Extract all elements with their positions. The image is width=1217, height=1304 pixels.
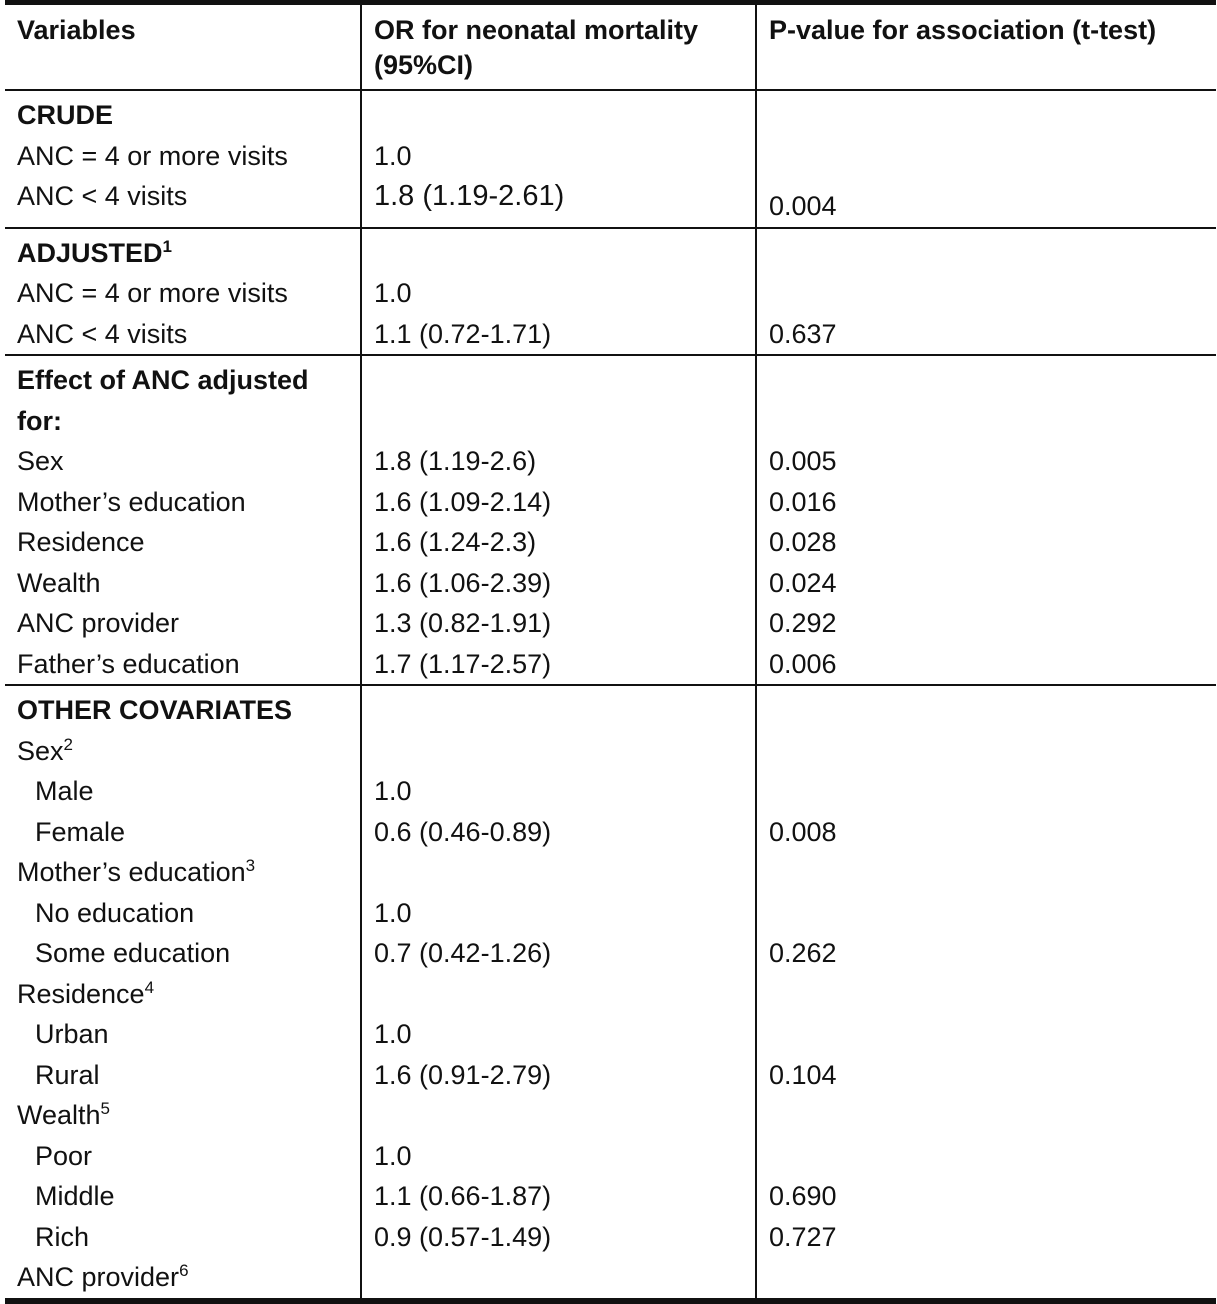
row-or: 0.6 (0.46-0.89) [361, 812, 756, 853]
footnote-marker: 6 [179, 1261, 189, 1280]
table-row [5, 1055, 1216, 1096]
section-other-covariates [5, 685, 1216, 1301]
row-or: 1.0 [361, 273, 756, 314]
row-or: 1.0 [361, 1014, 756, 1055]
table-row [5, 273, 1216, 314]
table-row [5, 1136, 1216, 1177]
table-row [5, 176, 1216, 228]
table-row [5, 603, 1216, 644]
row-or: 0.9 (0.57-1.49) [361, 1217, 756, 1258]
section-title-effect: Effect of ANC adjusted [17, 365, 309, 395]
row-label: Wealth [17, 567, 101, 598]
table-row [5, 314, 1216, 356]
table-row [5, 1014, 1216, 1055]
table-row [5, 482, 1216, 523]
row-label: Residence [17, 527, 145, 557]
row-p: 0.005 [769, 446, 837, 476]
row-label: ANC = 4 or more visits [17, 278, 288, 308]
table-row [5, 933, 1216, 974]
group-label-residence: Residence$^4$ [17, 977, 155, 1009]
row-label: Rich [35, 1221, 90, 1252]
row-or: 1.1 (0.72-1.71) [361, 314, 756, 356]
row-p [756, 771, 1216, 812]
row-label: Female [35, 816, 126, 847]
row-p: 0.024 [769, 567, 837, 598]
footnote-marker: 2 [63, 734, 73, 754]
row-label: Poor [35, 1140, 93, 1171]
table-row [5, 812, 1216, 853]
row-label: Some education [35, 938, 231, 968]
table-row [5, 893, 1216, 934]
table-row [5, 771, 1216, 812]
footnote-marker: 5 [100, 1099, 111, 1118]
table-row [5, 441, 1216, 482]
header-or [361, 3, 756, 91]
row-p: 0.637 [769, 318, 837, 349]
row-label: Male [35, 776, 94, 806]
row-or: 1.0 [361, 771, 756, 812]
group-label-sex: Sex$^2$ [17, 734, 73, 766]
row-or: 1.6 (1.06-2.39) [361, 563, 756, 604]
table-row [5, 522, 1216, 563]
row-p: 0.292 [769, 608, 837, 638]
table-row [5, 644, 1216, 686]
row-p [756, 1136, 1216, 1177]
row-or: 1.8 (1.19-2.6) [361, 441, 756, 482]
row-p: 0.104 [769, 1059, 837, 1090]
table-header [5, 3, 1216, 91]
row-or: 1.6 (1.09-2.14) [361, 482, 756, 523]
row-p: 0.016 [769, 486, 837, 517]
table-row [5, 563, 1216, 604]
row-or: 0.7 (0.42-1.26) [361, 933, 756, 974]
row-or: 1.0 [361, 136, 756, 177]
row-p: 0.690 [769, 1181, 837, 1211]
header-or-line2: (95%CI) [374, 50, 474, 80]
row-label: Father’s education [17, 648, 240, 679]
group-label-row [5, 1095, 1216, 1136]
group-label-wealth: Wealth$^5$ [17, 1099, 111, 1130]
footnote-marker: 3 [245, 856, 256, 875]
row-or: 1.1 (0.66-1.87) [361, 1176, 756, 1217]
group-label-anc-provider: ANC provider$^6$ [17, 1261, 189, 1292]
row-label: Middle [35, 1181, 115, 1211]
row-label: Mother’s education [17, 486, 246, 517]
row-or: 1.7 (1.17-2.57) [361, 644, 756, 686]
row-p: 0.028 [769, 527, 837, 557]
footnote-marker: 1 [162, 236, 172, 256]
row-label: ANC provider [17, 608, 180, 638]
row-p: 0.006 [769, 648, 837, 679]
section-title-adjusted: ADJUSTED$^1$ [17, 236, 172, 268]
row-or: 1.0 [361, 1136, 756, 1177]
row-or: 1.6 (0.91-2.79) [361, 1055, 756, 1096]
header-or-line1: OR for neonatal mortality [374, 15, 699, 45]
row-p [756, 136, 1216, 177]
table-row [5, 136, 1216, 177]
results-table [5, 0, 1216, 1304]
footnote-marker: 4 [144, 977, 155, 997]
row-or: 1.0 [361, 893, 756, 934]
group-label-row [5, 1257, 1216, 1301]
row-p [756, 1014, 1216, 1055]
row-label: No education [35, 897, 195, 928]
row-label: ANC < 4 visits [17, 318, 188, 349]
section-title-other: OTHER COVARIATES [17, 695, 293, 725]
table-row [5, 1217, 1216, 1258]
section-title-row [5, 355, 1216, 401]
row-label: Sex [17, 446, 64, 476]
row-label: ANC = 4 or more visits [17, 140, 288, 171]
section-adjusted [5, 228, 1216, 356]
group-label-row [5, 731, 1216, 772]
header-row [5, 3, 1216, 91]
row-p [756, 893, 1216, 934]
row-label: ANC < 4 visits [17, 181, 188, 211]
group-label-mothers-education: Mother’s education$^3$ [17, 856, 256, 887]
row-label: Rural [35, 1059, 100, 1090]
header-pvalue: P-value for association (t-test) [769, 15, 1157, 45]
section-crude [5, 90, 1216, 228]
section-title-row [5, 401, 1216, 442]
section-title-row [5, 228, 1216, 274]
section-title-row [5, 685, 1216, 731]
row-p: 0.262 [769, 938, 837, 968]
header-variables: Variables [17, 15, 136, 45]
section-title-effect-cont: for: [17, 405, 62, 436]
row-p: 0.727 [769, 1221, 837, 1252]
row-p [756, 273, 1216, 314]
row-or: 1.3 (0.82-1.91) [361, 603, 756, 644]
table-row [5, 1176, 1216, 1217]
row-or: 1.6 (1.24-2.3) [361, 522, 756, 563]
row-p: 0.008 [769, 816, 837, 847]
section-effect [5, 355, 1216, 685]
section-title-row [5, 90, 1216, 136]
row-p: 0.004 [769, 191, 837, 221]
row-label: Urban [35, 1019, 109, 1049]
group-label-row [5, 974, 1216, 1015]
group-label-row [5, 852, 1216, 893]
section-title-crude: CRUDE [17, 100, 114, 130]
row-or: 1.8 (1.19-2.61) [361, 176, 756, 228]
